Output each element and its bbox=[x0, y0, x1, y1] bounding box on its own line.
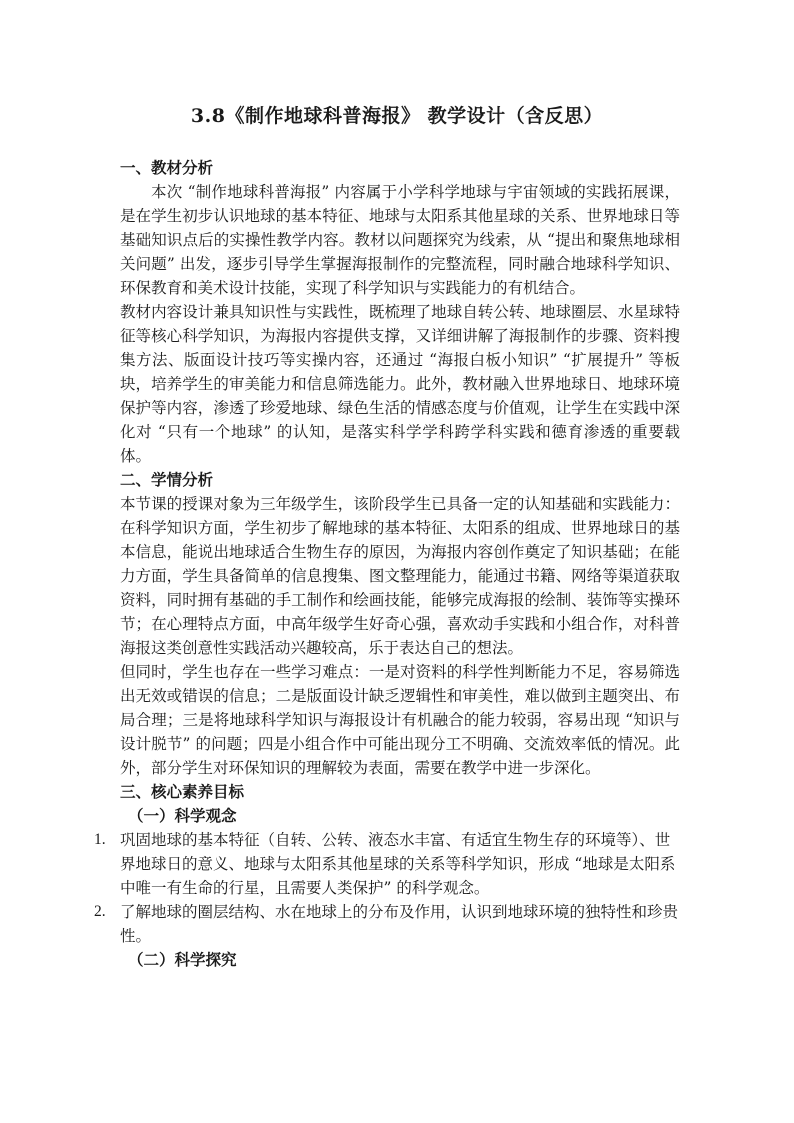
paragraph: 教材内容设计兼具知识性与实践性，既梳理了地球自转公转、地球圈层、水星球特征等核心科学知识，为海报内容提供支撑，又详细讲解了海报制作的步骤、资料搜集方法、版面设计技巧等实操内容，还通过 “海报白板小知识” “扩展提升” 等板块，培养学生的审美能力和信息筛选能力。此外，教材融入世界地球日、地球环境保护等内容，渗透了珍爱地球、绿色生活的情感态度与价值观，让学生在实践中深化对 “只有一个地球” 的认知，是落实科学学科跨学科实践和德育渗透的重要载体。 bbox=[120, 303, 680, 465]
paragraph: 本节课的授课对象为三年级学生，该阶段学生已具备一定的认知基础和实践能力：在科学知识方面，学生初步了解地球的基本特征、太阳系的组成、世界地球日的基本信息，能说出地球适合生物生存的原因，为海报内容创作奠定了知识基础；在能力方面，学生具备简单的信息搜集、图文整理能力，能通过书籍、网络等渠道获取资料，同时拥有基础的手工制作和绘画技能，能够完成海报的绘制、装饰等实操环节；在心理特点方面，中高年级学生好奇心强，喜欢动手实践和小组合作，对科普海报这类创意性实践活动兴趣较高，乐于表达自己的想法。 bbox=[120, 495, 680, 657]
section-heading-learner-analysis: 二、学情分析 bbox=[120, 470, 214, 489]
section-heading-core-goals: 三、核心素养目标 bbox=[120, 782, 245, 801]
paragraph: 本次 “制作地球科普海报” 内容属于小学科学地球与宇宙领域的实践拓展课，是在学生初步认识地球的基本特征、地球与太阳系其他星球的关系、世界地球日等基础知识点后的实操性教学内容。教材以问题探究为线索，从 “提出和聚焦地球相关问题” 出发，逐步引导学生掌握海报制作的完整流程，同时融合地球科学知识、环保教育和美术设计技能，实现了科学知识与实践能力的有机结合。 bbox=[120, 183, 680, 297]
list-item bbox=[94, 900, 680, 948]
subsection-heading-science-inquiry: （二）科学探究 bbox=[128, 950, 237, 969]
numbered-list bbox=[94, 828, 680, 948]
list-item-text: 了解地球的圈层结构、水在地球上的分布及作用，认识到地球环境的独特性和珍贵性。 bbox=[120, 903, 679, 945]
paragraph: 但同时，学生也存在一些学习难点：一是对资料的科学性判断能力不足，容易筛选出无效或错误的信息；二是版面设计缺乏逻辑性和审美性，难以做到主题突出、布局合理；三是将地球科学知识与海报设计有机融合的能力较弱，容易出现 “知识与设计脱节” 的问题；四是小组合作中可能出现分工不明确、交流效率低的情况。此外，部分学生对环保知识的理解较为表面，需要在教学中进一步深化。 bbox=[120, 663, 680, 777]
subsection-heading-science-concepts: （一）科学观念 bbox=[128, 806, 237, 825]
list-number: 2. bbox=[94, 903, 106, 920]
list-item bbox=[94, 828, 680, 900]
section-heading-textbook-analysis: 一、教材分析 bbox=[120, 158, 214, 177]
list-item-text: 巩固地球的基本特征（自转、公转、液态水丰富、有适宜生物生存的环境等）、世界地球日的意义、地球与太阳系其他星球的关系等科学知识，形成 “地球是太阳系中唯一有生命的行星，且需要人类保护” 的科学观念。 bbox=[120, 831, 676, 897]
document-body bbox=[94, 156, 680, 972]
list-number: 1. bbox=[94, 831, 106, 848]
document-title: 3.8《制作地球科普海报》 教学设计（含反思） bbox=[190, 105, 604, 127]
